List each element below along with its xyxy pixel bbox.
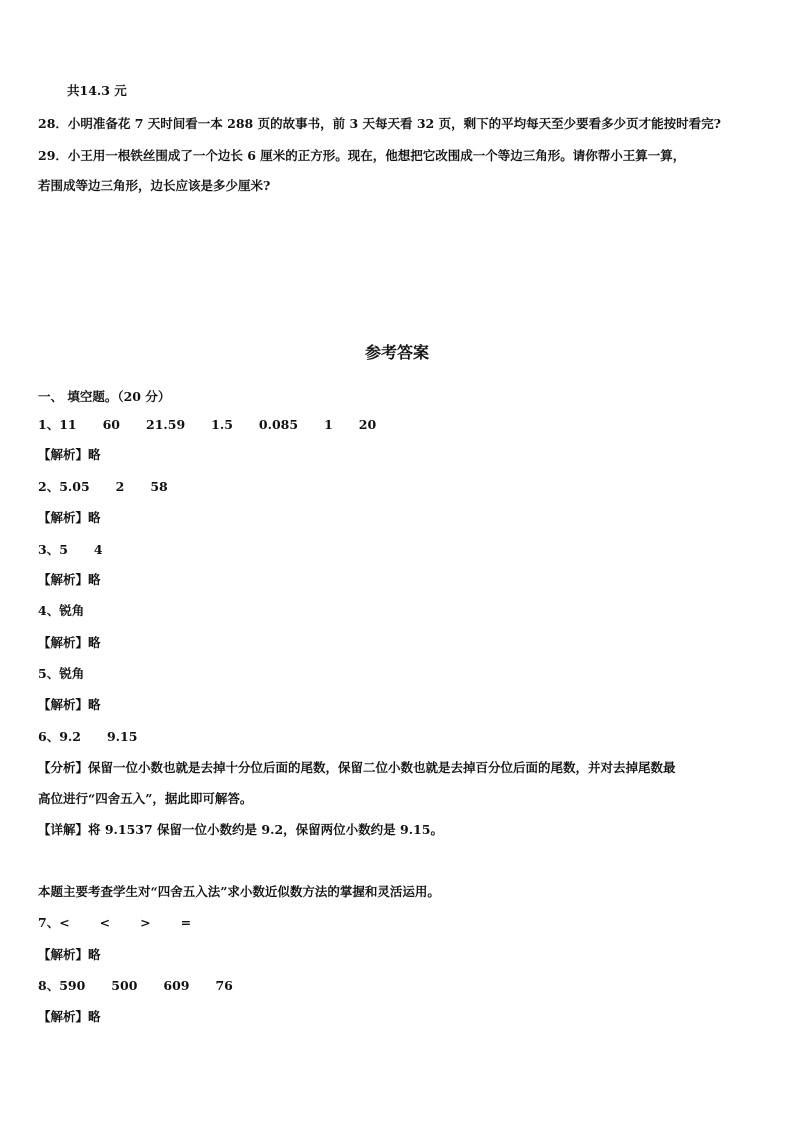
analysis-6-line-1: 【分析】保留一位小数也就是去掉十分位后面的尾数，保留二位小数也就是去掉百分位后面的尾数，并对去掉尾数最 xyxy=(38,760,676,775)
section-heading: 一、 填空题。（20 分） xyxy=(38,389,171,404)
question-29-line-1: 29．小王用一根铁丝围成了一个边长 6 厘米的正方形。现在，他想把它改围成一个等边三角形。请你帮小王算一算， xyxy=(38,148,686,163)
answer-2-number: 2、5.05 xyxy=(38,479,90,494)
answer-1-value: 0.085 xyxy=(258,417,299,432)
analysis-8: 【解析】略 xyxy=(38,1009,101,1024)
note-6: 本题主要考查学生对“四舍五入法”求小数近似数方法的掌握和灵活运用。 xyxy=(38,884,440,899)
analysis-2: 【解析】略 xyxy=(38,510,101,525)
analysis-6-line-2: 高位进行“四舍五入”，据此即可解答。 xyxy=(38,791,253,806)
answer-3 xyxy=(38,542,103,558)
answer-7-value: > xyxy=(140,915,151,930)
analysis-4: 【解析】略 xyxy=(38,635,101,650)
answer-8-value: 500 xyxy=(111,978,138,993)
answer-3-number: 3、5 xyxy=(38,542,68,557)
analysis-1: 【解析】略 xyxy=(38,447,101,462)
answer-1-number: 1、11 xyxy=(38,417,77,432)
answer-1 xyxy=(38,417,376,433)
answer-1-value: 60 xyxy=(102,417,120,432)
answer-6-value: 9.15 xyxy=(106,729,138,744)
answer-6 xyxy=(38,729,137,745)
answer-8 xyxy=(38,978,233,994)
question-28: 28．小明准备花 7 天时间看一本 288 页的故事书，前 3 天每天看 32 页，剩下的平均每天至少要看多少页才能按时看完? xyxy=(38,116,721,131)
answer-5: 5、锐角 xyxy=(38,666,85,681)
answer-7-value: = xyxy=(180,915,192,930)
answer-7-number: 7、< xyxy=(38,915,70,930)
answer-8-number: 8、590 xyxy=(38,978,86,993)
analysis-5: 【解析】略 xyxy=(38,697,101,712)
answer-1-value: 21.59 xyxy=(146,417,186,432)
analysis-3: 【解析】略 xyxy=(38,572,101,587)
answer-1-value: 1.5 xyxy=(211,417,233,432)
analysis-7: 【解析】略 xyxy=(38,947,101,962)
answer-7 xyxy=(38,915,191,931)
answer-1-value: 1 xyxy=(324,417,333,432)
answer-1-value: 20 xyxy=(358,417,377,432)
answers-title: 参考答案 xyxy=(364,343,429,362)
answer-2 xyxy=(38,479,168,495)
question-29-line-2: 若围成等边三角形，边长应该是多少厘米? xyxy=(38,178,271,193)
answer-2-value: 2 xyxy=(115,479,125,494)
detail-6: 【详解】将 9.1537 保留一位小数约是 9.2，保留两位小数约是 9.15。 xyxy=(38,822,443,837)
answer-2-value: 58 xyxy=(150,479,168,494)
answer-8-value: 609 xyxy=(163,978,190,993)
answer-4: 4、锐角 xyxy=(38,603,85,618)
answer-3-value: 4 xyxy=(93,542,103,557)
answer-7-value: < xyxy=(99,915,111,930)
answer-6-number: 6、9.2 xyxy=(38,729,81,744)
answer-8-value: 76 xyxy=(215,978,233,993)
previous-answer: 共14.3 元 xyxy=(67,83,127,98)
